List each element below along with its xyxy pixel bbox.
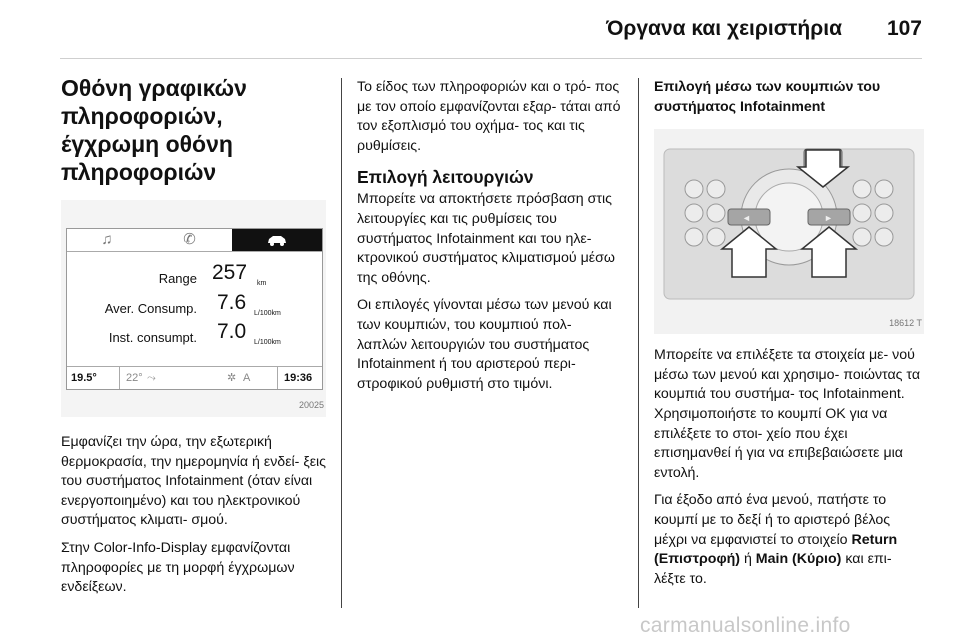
header-rule (60, 58, 922, 59)
column-middle (357, 78, 622, 402)
page-number: 107 (886, 17, 922, 40)
header-title: Όργανα και χειριστήρια (606, 17, 842, 40)
range-label: Range (158, 271, 197, 286)
paragraph: Οι επιλογές γίνονται μέσω των μενού και των κουμπιών, του κουμπιού πολ- λαπλών λειτουργιών του συστήματος Infotainment ή του αριστερού περι- στροφικού ρυθμιστή στο τιμόνι. (357, 297, 612, 392)
paragraph: Το είδος των πληροφοριών και ο τρό- πος με τον οποίο εμφανίζονται εξαρ- τάται από τον εξοπλισμό του οχήμα- τος και τις ρυθμίσεις. (357, 79, 621, 154)
main-term: Main (Κύριο) (755, 551, 842, 568)
phone-icon: ✆ (183, 231, 196, 248)
return-term: Return (Επιστροφή) (654, 531, 898, 568)
inst-consumpt-value: 7.0 (217, 320, 247, 343)
subsection-heading: Επιλογή μέσω των κουμπιών του συστήματος Infotainment (654, 79, 881, 115)
figure-number: 20025 (298, 400, 324, 411)
text-run: Για έξοδο από ένα μενού, πατήστε το κουμπί με το δεξί ή το αριστερό βέλος μέχρι να εμφανιστεί το στοιχείο (654, 492, 891, 548)
paragraph: Μπορείτε να επιλέξετε τα στοιχεία με- νού μέσω των μενού και χρησιμο- ποιώντας τα κουμπιά του συστήμα- τος Infotainment. Χρησιμοποιήστε το κουμπί OK για να επιλέξετε το στοι- χείο που έχει επισημανθεί ή για να επιβεβαιώσετε μια εντολή. (654, 347, 921, 481)
column-divider (638, 78, 639, 608)
car-icon (232, 229, 322, 251)
color-info-display (66, 228, 323, 390)
infotainment-buttons-figure (654, 129, 924, 334)
text-run: και επι- λέξτε το. (654, 551, 892, 587)
text-run: ή (740, 551, 756, 568)
section-heading: Οθόνη γραφικών πληροφοριών, έγχρωμη οθόνη πληροφοριών (61, 75, 247, 185)
outside-temperature: 19.5° (71, 372, 97, 384)
page-header (0, 0, 960, 58)
column-right (654, 72, 924, 597)
music-note-icon: ♫ (101, 231, 113, 248)
range-unit: km (257, 280, 267, 287)
airflow-icon: ⤳ (147, 372, 156, 384)
paragraph: Στην Color-Info-Display εμφανίζονται πληροφορίες με τη μορφή έγχρωμων ενδείξεων. (61, 539, 295, 596)
svg-text:►: ► (824, 213, 833, 224)
column-divider (341, 78, 342, 608)
paragraph: Εμφανίζει την ώρα, την εξωτερική θερμοκρασία, την ημερομηνία ή ενδεί- ξεις του συστήματος Infotainment (όταν είναι ενεργοποιημένο) και του ηλεκτρονικού συστήματος κλιματι- σμού. (61, 434, 327, 529)
fan-mode: A (243, 372, 251, 384)
inst-consumpt-unit: L/100km (254, 339, 281, 346)
paragraph (654, 491, 924, 589)
figure-number: 18612 T (889, 317, 922, 328)
aver-consump-value: 7.6 (217, 291, 247, 314)
fan-icon: ✲ (227, 372, 237, 384)
display-status-bar (67, 366, 322, 389)
subsection-heading: Επιλογή λειτουργιών (357, 167, 534, 188)
inst-consumpt-label: Inst. consumpt. (108, 330, 197, 345)
infotainment-panel-illustration (654, 129, 924, 334)
column-left (61, 70, 326, 606)
set-temperature: 22° (119, 367, 143, 389)
svg-text:◄: ◄ (742, 213, 751, 224)
paragraph: Μπορείτε να αποκτήσετε πρόσβαση στις λειτουργίες και τις ρυθμίσεις του συστήματος Infotainment και του ηλε- κτρονικού συστήματος κλιματισμού μέσω της οθόνης. (357, 191, 615, 286)
info-display-figure (61, 200, 326, 417)
aver-consump-label: Aver. Consump. (104, 301, 197, 316)
watermark: carmanualsonline.info (640, 614, 851, 637)
aver-consump-unit: L/100km (254, 310, 281, 317)
range-value: 257 (212, 261, 248, 284)
clock-time: 19:36 (277, 367, 312, 389)
display-tab-bar (67, 229, 322, 252)
